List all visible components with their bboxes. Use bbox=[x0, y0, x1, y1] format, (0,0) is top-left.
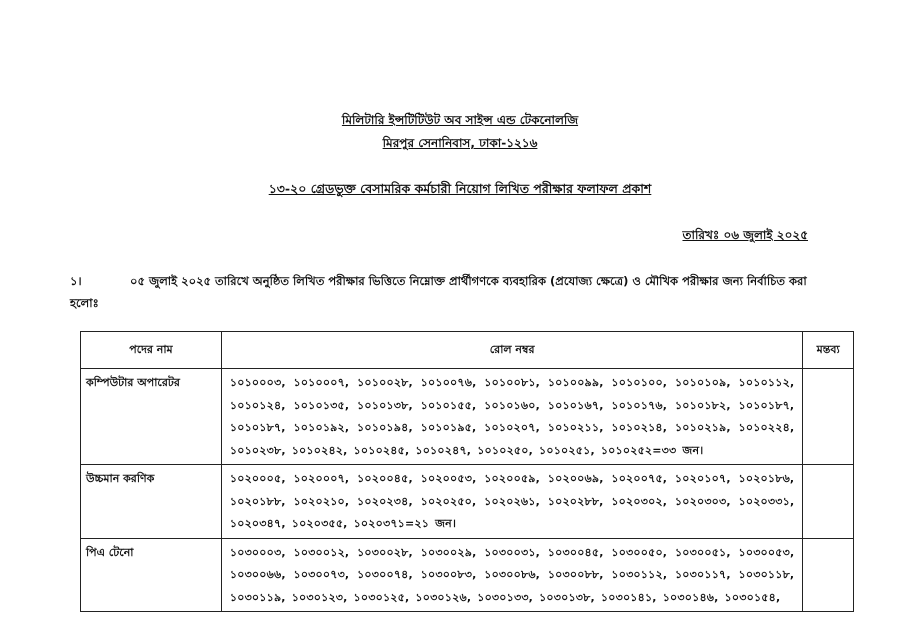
post-name-header: পদের নাম bbox=[81, 332, 222, 369]
notice-subject: ১৩-২০ গ্রেডভুক্ত বেসামরিক কর্মচারী নিয়োগ লিখিত পরীক্ষার ফলাফল প্রকাশ bbox=[268, 181, 652, 196]
table-row bbox=[81, 465, 854, 539]
notice-paragraph bbox=[70, 270, 830, 314]
post-name-cell: কম্পিউটার অপারেটর bbox=[81, 369, 222, 465]
table-row bbox=[81, 538, 854, 612]
roll-numbers-cell: ১০১০০০৩, ১০১০০০৭, ১০১০০২৮, ১০১০০৭৬, ১০১০০৮১, ১০১০০৯৯, ১০১০১০০, ১০১০১০৯, ১০১০১১২, ১০১০১২৪, ১০১০১৩৫, ১০১০১৩৮, ১০১০১৫৫, ১০১০১৬০, ১০১০১৬৭, ১০১০১৭৬, ১০১০১৮২, ১০১০১৮৭, ১০১০১৮৭, ১০১০১৯২, ১০১০১৯৪, ১০১০১৯৫, ১০১০২০৭, ১০১০২১১, ১০১০২১৪, ১০১০২১৯, ১০১০২২৪, ১০১০২৩৮, ১০১০২৪২, ১০১০২৪৫, ১০১০২৪৭, ১০১০২৫০, ১০১০২৫১, ১০১০২৫২=৩৩ জন। bbox=[221, 369, 802, 465]
table-row bbox=[81, 369, 854, 465]
remark-cell bbox=[803, 465, 854, 539]
notice-date: তারিখঃ ০৬ জুলাই ২০২৫ bbox=[682, 228, 808, 242]
result-table bbox=[80, 331, 854, 612]
remark-cell bbox=[803, 538, 854, 612]
roll-numbers-cell: ১০২০০০৫, ১০২০০০৭, ১০২০০৪৫, ১০২০০৫৩, ১০২০০৫৯, ১০২০০৬৯, ১০২০০৭৫, ১০২০১০৭, ১০২০১৮৬, ১০২০১৮৮, ১০২০২১০, ১০২০২৩৪, ১০২০২৫০, ১০২০২৬১, ১০২০২৮৮, ১০২০৩০২, ১০২০৩০৩, ১০২০৩৩১, ১০২০৩৪৭, ১০২০৩৫৫, ১০২০৩৭১=২১ জন। bbox=[221, 465, 802, 539]
paragraph-text: ০৫ জুলাই ২০২৫ তারিখে অনুষ্ঠিত লিখিত পরীক্ষার ভিত্তিতে নিম্নোক্ত প্রার্থীগণকে ব্যবহারিক (প্রযোজ্য ক্ষেত্রে) ও মৌখিক পরীক্ষার জন্য নির্বাচিত করা হলোঃ bbox=[70, 274, 807, 310]
remark-cell bbox=[803, 369, 854, 465]
roll-number-header: রোল নম্বর bbox=[221, 332, 802, 369]
table-header-row bbox=[81, 332, 854, 369]
post-name-cell: পিএ টেনো bbox=[81, 538, 222, 612]
remark-header: মন্তব্য bbox=[803, 332, 854, 369]
roll-numbers-cell: ১০৩০০০৩, ১০৩০০১২, ১০৩০০২৮, ১০৩০০২৯, ১০৩০০৩১, ১০৩০০৪৫, ১০৩০০৫০, ১০৩০০৫১, ১০৩০০৫৩, ১০৩০০৬৬, ১০৩০০৭৩, ১০৩০০৭৪, ১০৩০০৮৩, ১০৩০০৮৬, ১০৩০০৮৮, ১০৩০১১২, ১০৩০১১৭, ১০৩০১১৮, ১০৩০১১৯, ১০৩০১২৩, ১০৩০১২৫, ১০৩০১২৬, ১০৩০১৩৩, ১০৩০১৩৮, ১০৩০১৪১, ১০৩০১৪৬, ১০৩০১৫৪, bbox=[221, 538, 802, 612]
organization-address: মিরপুর সেনানিবাস, ঢাকা-১২১৬ bbox=[382, 136, 538, 150]
paragraph-number: ১। bbox=[70, 274, 82, 288]
post-name-cell: উচ্চমান করণিক bbox=[81, 465, 222, 539]
organization-name: মিলিটারি ইন্সটিটিউট অব সাইন্স এন্ড টেকনোলজি bbox=[341, 113, 579, 127]
